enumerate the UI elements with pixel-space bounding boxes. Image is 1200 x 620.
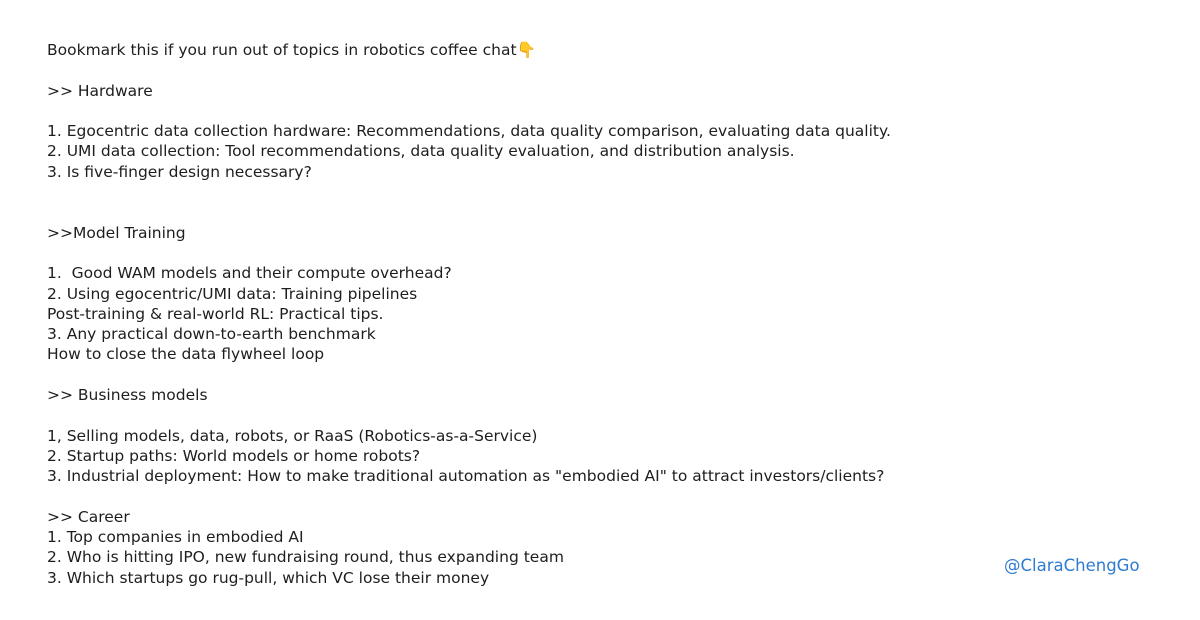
section-heading-business-models: >> Business models (47, 386, 208, 405)
list-item: 2. Who is hitting IPO, new fundraising round, thus expanding team (47, 548, 564, 567)
intro-line (47, 40, 1047, 60)
list-item: 1. Good WAM models and their compute overhead? (47, 264, 452, 283)
intro-text: Bookmark this if you run out of topics in robotics coffee chat (47, 41, 517, 59)
spacer (47, 405, 1047, 425)
list-item: Post-training & real-world RL: Practical tips. (47, 304, 384, 323)
list-item: 3. Is five-finger design necessary? (47, 162, 312, 181)
spacer (47, 182, 1047, 202)
spacer (47, 101, 1047, 121)
spacer (47, 243, 1047, 263)
spacer (47, 365, 1047, 385)
list-item: 1, Selling models, data, robots, or RaaS (Robotics-as-a-Service) (47, 426, 538, 445)
spacer (47, 60, 1047, 80)
spacer (47, 487, 1047, 507)
section-heading-model-training: >>Model Training (47, 223, 186, 242)
spacer (47, 202, 1047, 222)
section-heading-hardware: >> Hardware (47, 81, 153, 100)
list-item: 1. Egocentric data collection hardware: Recommendations, data quality comparison, evaluating data quality. (47, 122, 891, 141)
list-item: 3. Any practical down-to-earth benchmark (47, 325, 376, 344)
list-item: 2. Startup paths: World models or home robots? (47, 446, 421, 465)
list-item: 2. UMI data collection: Tool recommendations, data quality evaluation, and distribution analysis. (47, 142, 795, 161)
list-item: How to close the data flywheel loop (47, 345, 325, 364)
list-item: 1. Top companies in embodied AI (47, 528, 304, 547)
pointing-down-icon: 👇 (516, 41, 536, 59)
list-item: 2. Using egocentric/UMI data: Training pipelines (47, 284, 418, 303)
list-item: 3. Which startups go rug-pull, which VC lose their money (47, 568, 490, 587)
document-body (47, 40, 1047, 588)
author-handle: @ClaraChengGo (1004, 556, 1140, 575)
list-item: 3. Industrial deployment: How to make traditional automation as "embodied AI" to attract investors/clients? (47, 467, 885, 486)
section-heading-career: >> Career (47, 507, 130, 526)
